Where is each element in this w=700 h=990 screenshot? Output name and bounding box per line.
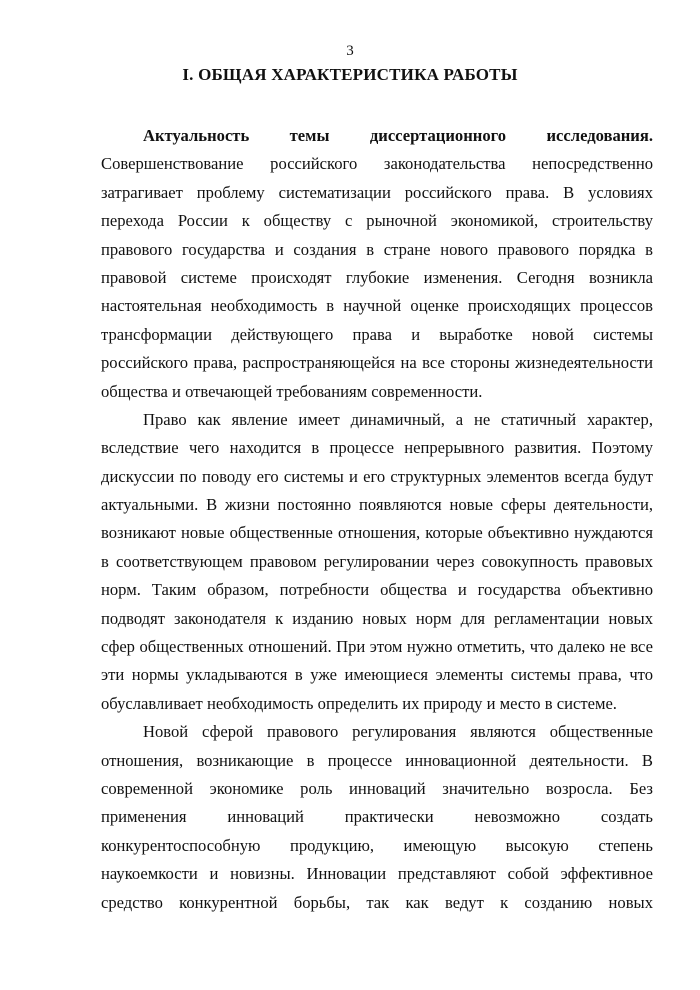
paragraph-line: Право как явление имеет динамичный, а не статичный характер, xyxy=(143,409,653,429)
paragraph-line: Совершенствование российского законодательства непосредственно xyxy=(101,154,653,174)
paragraph-innovation xyxy=(101,718,653,917)
paragraph-line: наукоемкости и новизны. Инновации представляют собой эффективное xyxy=(101,864,653,884)
paragraph-line: норм. Таким образом, потребности общества и государства объективно xyxy=(101,580,653,600)
paragraph-line: сфер общественных отношений. При этом нужно отметить, что далеко не все xyxy=(101,637,653,657)
paragraph-line: вследствие чего находится в процессе непрерывного развития. Поэтому xyxy=(101,438,653,458)
paragraph-line: правовой системе происходят глубокие изменения. Сегодня возникла xyxy=(101,267,653,287)
paragraph-line: современной экономике роль инноваций значительно возросла. Без xyxy=(101,778,653,798)
paragraph-line: актуальными. В жизни постоянно появляются новые сферы деятельности, xyxy=(101,495,653,515)
paragraph-line: возникают новые общественные отношения, которые объективно нуждаются xyxy=(101,523,653,543)
paragraph-line: средство конкурентной борьбы, так как ведут к созданию новых xyxy=(101,892,653,912)
paragraph-line: конкурентоспособную продукцию, имеющую высокую степень xyxy=(101,835,653,855)
paragraph-line: отношения, возникающие в процессе инновационной деятельности. В xyxy=(101,750,653,770)
paragraph-line: в соответствующем правовом регулировании через совокупность правовых xyxy=(101,551,653,571)
paragraph-line: эти нормы укладываются в уже имеющиеся элементы системы права, что xyxy=(101,665,653,685)
paragraph-law-dynamics xyxy=(101,406,653,718)
paragraph-line: применения инноваций практически невозможно создать xyxy=(101,807,653,827)
paragraph-line: перехода России к обществу с рыночной экономикой, строительству xyxy=(101,211,653,231)
paragraph-line: правового государства и создания в стране нового правового порядка в xyxy=(101,239,653,259)
document-body xyxy=(101,122,653,917)
paragraph-line: Актуальность темы диссертационного исследования. xyxy=(143,126,653,145)
paragraph-relevance xyxy=(101,122,653,406)
paragraph-line: российского права, распространяющейся на все стороны жизнедеятельности xyxy=(101,353,653,373)
paragraph-line: затрагивает проблему систематизации российского права. В условиях xyxy=(101,182,653,202)
paragraph-line: трансформации действующего права и выработке новой системы xyxy=(101,324,653,344)
paragraph-line: дискуссии по поводу его системы и его структурных элементов всегда будут xyxy=(101,466,653,486)
paragraph-line: Новой сферой правового регулирования являются общественные xyxy=(143,722,653,742)
paragraph-line: общества и отвечающей требованиям современности. xyxy=(101,381,483,401)
paragraph-line: настоятельная необходимость в научной оценке происходящих процессов xyxy=(101,296,653,316)
paragraph-line: обуславливает необходимость определить их природу и место в системе. xyxy=(101,693,617,713)
section-heading: I. ОБЩАЯ ХАРАКТЕРИСТИКА РАБОТЫ xyxy=(182,65,518,84)
page-number: 3 xyxy=(346,43,354,59)
paragraph-line: подводят законодателя к изданию новых норм для регламентации новых xyxy=(101,608,653,628)
